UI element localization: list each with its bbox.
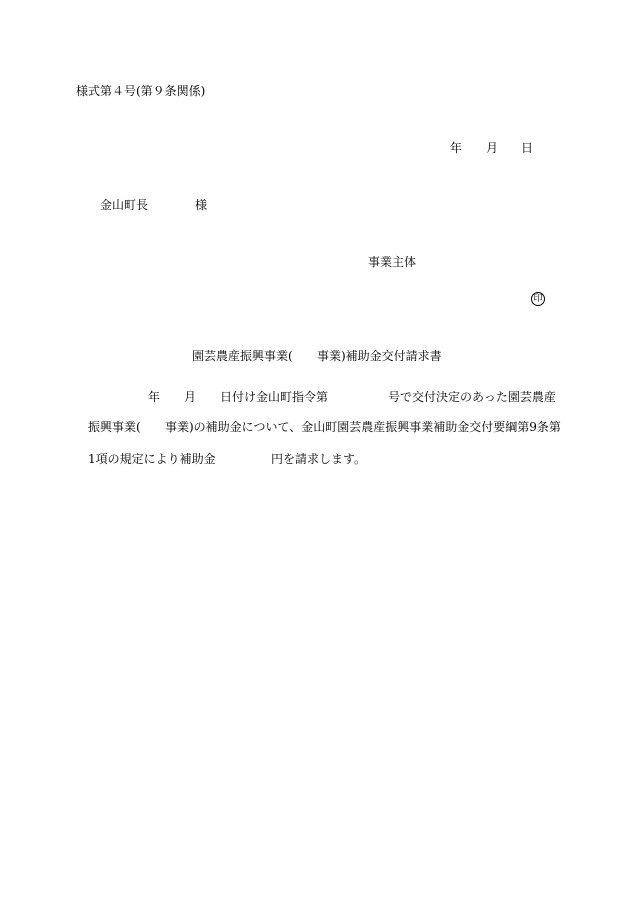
applicant-label: 事業主体 — [368, 255, 417, 269]
addressee-name: 金山町長 — [100, 198, 149, 212]
body-line2-b: 事業)の補助金について、金山町園芸農産振興事業補助金交付要綱第9条第 — [165, 420, 561, 434]
body-line1-b: 号で交付決定のあった園芸農産 — [388, 390, 556, 404]
date-day-label: 日 — [521, 141, 534, 155]
date-month-label: 月 — [486, 141, 499, 155]
body-year: 年 — [148, 390, 161, 404]
body-month: 月 — [184, 390, 197, 404]
title-part2: 事業)補助金交付請求書 — [317, 349, 442, 363]
seal-mark: 印 — [531, 292, 545, 306]
date-year-label: 年 — [450, 141, 463, 155]
form-number: 様式第４号(第９条関係) — [76, 84, 206, 98]
title-part1: 園芸農産振興事業( — [192, 349, 293, 363]
addressee-honorific: 様 — [195, 198, 208, 212]
body-line1-a: 日付け金山町指令第 — [220, 390, 329, 404]
body-line3-a: 1項の規定により補助金 — [88, 452, 216, 466]
body-line2-a: 振興事業( — [88, 420, 141, 434]
body-line3-b: 円を請求します。 — [271, 452, 367, 466]
